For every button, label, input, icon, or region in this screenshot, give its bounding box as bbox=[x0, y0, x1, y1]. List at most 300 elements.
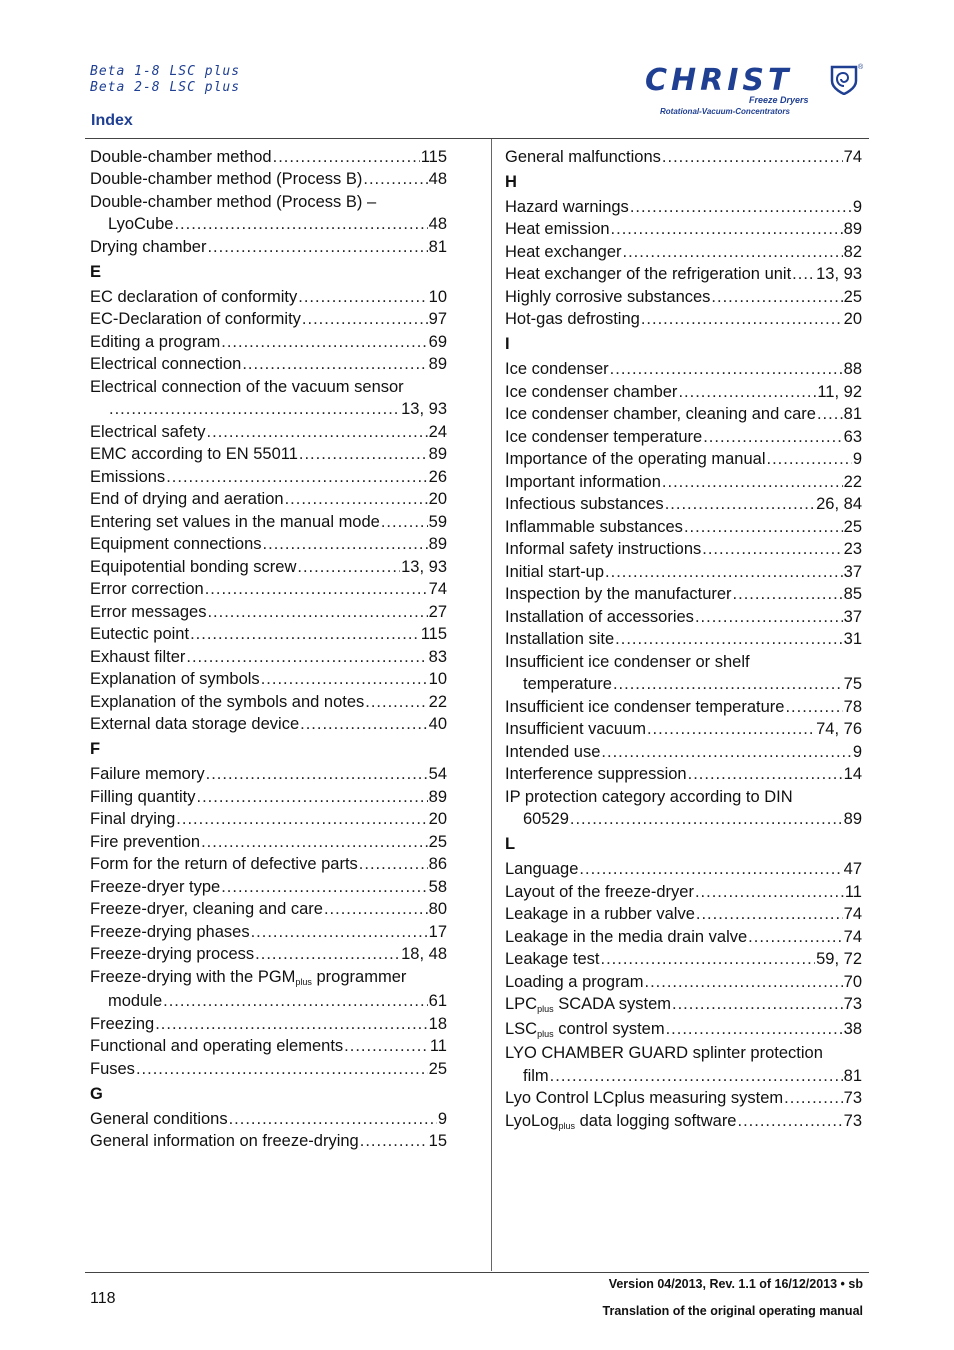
entry-term: Heat exchanger bbox=[505, 242, 622, 261]
entry-term-main: LSC bbox=[505, 1019, 538, 1038]
entry-term: General malfunctions bbox=[505, 147, 661, 166]
entry-page-ref[interactable]: 83 bbox=[428, 647, 447, 666]
entry-term: Equipment connections bbox=[90, 535, 262, 553]
entry-page-ref[interactable]: 20 bbox=[843, 310, 862, 328]
entry-page-ref[interactable]: 61 bbox=[428, 992, 447, 1010]
index-entry bbox=[90, 669, 447, 689]
entry-term: 60529 bbox=[523, 810, 569, 828]
index-entry bbox=[505, 309, 862, 329]
index-entry bbox=[90, 854, 447, 874]
entry-page-ref[interactable]: 11 bbox=[844, 882, 862, 901]
dot-leader bbox=[251, 922, 428, 942]
entry-term: IP protection category according to DIN bbox=[505, 787, 793, 806]
dot-leader bbox=[666, 1019, 843, 1039]
index-column-left bbox=[90, 144, 447, 1154]
entry-term: Emissions bbox=[90, 467, 166, 486]
dot-leader bbox=[792, 264, 815, 284]
entry-page-ref[interactable]: 26, 84 bbox=[816, 495, 862, 513]
index-entry bbox=[505, 607, 862, 627]
entry-page-ref[interactable]: 27 bbox=[428, 602, 447, 621]
dot-leader bbox=[615, 629, 842, 649]
index-entry bbox=[505, 972, 862, 992]
index-entry bbox=[90, 169, 447, 189]
index-entry bbox=[90, 1036, 447, 1056]
entry-page-ref[interactable]: 38 bbox=[843, 1019, 862, 1038]
entry-page-ref[interactable]: 88 bbox=[843, 360, 862, 378]
entry-term-main: Freeze-drying with the PGM bbox=[90, 967, 296, 986]
index-entry bbox=[90, 1059, 447, 1079]
index-entry bbox=[505, 882, 862, 902]
index-entry bbox=[90, 444, 447, 464]
entry-term: EC declaration of conformity bbox=[90, 287, 298, 306]
entry-page-ref[interactable]: 63 bbox=[843, 427, 862, 446]
entry-page-ref[interactable]: 48 bbox=[428, 215, 447, 233]
entry-page-ref[interactable]: 25 bbox=[428, 1059, 447, 1078]
index-entry bbox=[505, 472, 862, 492]
entry-term: Error correction bbox=[90, 580, 204, 598]
entry-page-ref[interactable]: 9 bbox=[852, 742, 862, 761]
dot-leader bbox=[613, 674, 843, 694]
index-entry bbox=[505, 242, 862, 262]
entry-page-ref[interactable]: 10 bbox=[428, 287, 447, 306]
dot-leader bbox=[196, 787, 427, 807]
entry-term: Hazard warnings bbox=[505, 197, 629, 216]
index-entry-continuation bbox=[90, 214, 447, 234]
entry-term-rest: SCADA system bbox=[553, 995, 671, 1013]
entry-term: Informal safety instructions bbox=[505, 540, 702, 558]
entry-term bbox=[505, 1111, 737, 1133]
entry-page-ref[interactable]: 25 bbox=[843, 517, 862, 536]
logo-subtitle-concentrators: Rotational-Vacuum-Concentrators bbox=[660, 107, 790, 116]
entry-page-ref[interactable]: 74 bbox=[843, 147, 862, 166]
entry-term: End of drying and aeration bbox=[90, 490, 284, 508]
entry-term: Error messages bbox=[90, 602, 207, 621]
entry-page-ref[interactable]: 89 bbox=[428, 445, 447, 463]
entry-page-ref[interactable]: 20 bbox=[428, 490, 447, 508]
entry-term: LyoCube bbox=[108, 215, 174, 233]
dot-leader bbox=[273, 147, 420, 167]
dot-leader bbox=[166, 467, 427, 487]
entry-term: Freeze-drying phases bbox=[90, 922, 250, 941]
entry-page-ref[interactable]: 18 bbox=[428, 1014, 447, 1033]
dot-leader bbox=[678, 382, 816, 402]
entry-term: Form for the return of defective parts bbox=[90, 855, 358, 873]
entry-page-ref[interactable]: 25 bbox=[843, 287, 862, 306]
entry-term: temperature bbox=[523, 675, 612, 693]
entry-page-ref[interactable]: 73 bbox=[843, 1089, 862, 1107]
christ-emblem-icon bbox=[829, 65, 859, 100]
entry-term: Functional and operating elements bbox=[90, 1037, 344, 1055]
dot-leader bbox=[300, 714, 428, 734]
header-rule bbox=[85, 138, 869, 139]
dot-leader bbox=[702, 539, 842, 559]
entry-term: Heat exchanger of the refrigeration unit bbox=[505, 265, 792, 283]
index-entry bbox=[505, 927, 862, 947]
entry-page-ref[interactable]: 22 bbox=[428, 692, 447, 711]
index-entry bbox=[90, 714, 447, 734]
dot-leader bbox=[711, 287, 842, 307]
index-entry bbox=[90, 602, 447, 622]
entry-page-ref[interactable]: 13, 93 bbox=[401, 400, 447, 418]
entry-term: Ice condenser bbox=[505, 360, 609, 378]
dot-leader bbox=[109, 399, 400, 419]
entry-page-ref[interactable]: 13, 93 bbox=[401, 557, 447, 576]
entry-term: Insufficient ice condenser temperature bbox=[505, 697, 785, 716]
entry-page-ref[interactable]: 10 bbox=[428, 670, 447, 688]
entry-term: Freeze-dryer, cleaning and care bbox=[90, 900, 323, 918]
index-entry bbox=[90, 309, 447, 329]
dot-leader bbox=[136, 1059, 428, 1079]
entry-term: General information on freeze-drying bbox=[90, 1132, 359, 1150]
entry-page-ref[interactable]: 37 bbox=[843, 562, 862, 581]
index-entry bbox=[505, 517, 862, 537]
entry-page-ref[interactable]: 18, 48 bbox=[401, 945, 447, 963]
version-info: Version 04/2013, Rev. 1.1 of 16/12/2013 • sb bbox=[608, 1277, 863, 1291]
dot-leader bbox=[550, 1066, 843, 1086]
entry-term: Important information bbox=[505, 472, 661, 491]
entry-page-ref[interactable]: 40 bbox=[428, 715, 447, 733]
dot-leader bbox=[695, 607, 843, 627]
index-entry bbox=[90, 809, 447, 829]
index-column-right bbox=[505, 144, 862, 1135]
entry-page-ref[interactable]: 73 bbox=[843, 995, 862, 1013]
index-entry bbox=[505, 427, 862, 447]
index-entry-continuation bbox=[90, 991, 447, 1011]
dot-leader bbox=[285, 489, 428, 509]
entry-term: Freezing bbox=[90, 1014, 155, 1033]
dot-leader bbox=[748, 927, 842, 947]
entry-term: Final drying bbox=[90, 810, 176, 828]
dot-leader bbox=[605, 562, 843, 582]
entry-term: module bbox=[108, 992, 163, 1010]
entry-term: General conditions bbox=[90, 1109, 228, 1128]
index-entry bbox=[90, 237, 447, 257]
entry-term: Initial start-up bbox=[505, 562, 605, 581]
index-entry bbox=[90, 332, 447, 352]
entry-page-ref[interactable]: 86 bbox=[428, 855, 447, 873]
entry-page-ref[interactable]: 89 bbox=[428, 787, 447, 806]
entry-term: Exhaust filter bbox=[90, 647, 186, 666]
entry-page-ref[interactable]: 81 bbox=[428, 237, 447, 256]
entry-term: Leakage in a rubber valve bbox=[505, 905, 695, 923]
entry-term: Layout of the freeze-dryer bbox=[505, 882, 694, 901]
index-entry bbox=[90, 557, 447, 577]
entry-term-subscript: plus bbox=[295, 976, 312, 987]
dot-leader bbox=[365, 692, 427, 712]
index-letter-heading: G bbox=[90, 1084, 103, 1103]
model-line-1: Beta 1-8 LSC plus bbox=[90, 64, 241, 79]
dot-leader bbox=[207, 602, 427, 622]
entry-term: Loading a program bbox=[505, 972, 644, 991]
index-entry bbox=[90, 922, 447, 942]
entry-page-ref[interactable]: 9 bbox=[437, 1109, 447, 1128]
footer-rule bbox=[85, 1272, 869, 1273]
entry-term: Heat emission bbox=[505, 220, 610, 238]
entry-term: Leakage in the media drain valve bbox=[505, 927, 748, 946]
entry-page-ref[interactable]: 11, 92 bbox=[817, 382, 862, 401]
index-entry bbox=[505, 404, 862, 424]
dot-leader bbox=[207, 237, 427, 257]
entry-term: film bbox=[523, 1066, 549, 1085]
index-entry bbox=[505, 742, 862, 762]
entry-page-ref[interactable]: 47 bbox=[843, 860, 862, 878]
entry-page-ref[interactable]: 17 bbox=[428, 922, 447, 941]
dot-leader bbox=[662, 147, 843, 167]
entry-term bbox=[505, 1019, 665, 1041]
entry-term: Intended use bbox=[505, 742, 601, 761]
dot-leader bbox=[784, 1088, 842, 1108]
entry-term: Electrical safety bbox=[90, 422, 206, 441]
dot-leader bbox=[163, 991, 428, 1011]
model-line-2: Beta 2-8 LSC plus bbox=[90, 80, 241, 95]
dot-leader bbox=[665, 494, 815, 514]
entry-term bbox=[90, 968, 406, 986]
entry-term: Fire prevention bbox=[90, 832, 201, 851]
entry-page-ref[interactable]: 81 bbox=[843, 1066, 862, 1085]
entry-page-ref[interactable]: 115 bbox=[420, 625, 447, 643]
dot-leader bbox=[302, 309, 428, 329]
dot-leader bbox=[611, 219, 843, 239]
entry-term: Installation of accessories bbox=[505, 607, 694, 626]
entry-page-ref[interactable]: 89 bbox=[428, 535, 447, 553]
dot-leader bbox=[381, 512, 428, 532]
entry-page-ref[interactable]: 58 bbox=[428, 877, 447, 896]
entry-page-ref[interactable]: 15 bbox=[428, 1132, 447, 1150]
index-entry bbox=[505, 1111, 862, 1133]
index-entry bbox=[90, 422, 447, 442]
entry-term: Filling quantity bbox=[90, 787, 196, 806]
dot-leader bbox=[696, 904, 843, 924]
index-entry bbox=[505, 1088, 862, 1108]
dot-leader bbox=[645, 972, 843, 992]
entry-term: Electrical connection of the vacuum sensor bbox=[90, 377, 404, 396]
dot-leader bbox=[297, 557, 400, 577]
entry-page-ref[interactable]: 89 bbox=[843, 810, 862, 828]
entry-page-ref[interactable]: 73 bbox=[843, 1111, 862, 1130]
index-entry bbox=[90, 647, 447, 667]
index-entry bbox=[90, 877, 447, 897]
entry-term: Inflammable substances bbox=[505, 517, 683, 536]
column-divider bbox=[491, 139, 492, 1271]
model-names bbox=[90, 64, 240, 96]
index-entry-first-line bbox=[90, 192, 447, 212]
index-entry bbox=[505, 197, 862, 217]
entry-term: LYO CHAMBER GUARD splinter protection bbox=[505, 1044, 823, 1062]
index-entry bbox=[90, 624, 447, 644]
dot-leader bbox=[570, 809, 843, 829]
index-entry bbox=[505, 359, 862, 379]
dot-leader bbox=[201, 832, 428, 852]
index-entry bbox=[505, 859, 862, 879]
index-entry bbox=[90, 1109, 447, 1129]
entry-page-ref[interactable]: 22 bbox=[843, 472, 862, 491]
index-letter-heading: F bbox=[90, 740, 101, 758]
index-entry bbox=[505, 147, 862, 167]
entry-page-ref[interactable]: 81 bbox=[843, 405, 862, 423]
dot-leader bbox=[359, 854, 428, 874]
index-entry bbox=[505, 949, 862, 969]
entry-term: Highly corrosive substances bbox=[505, 287, 711, 306]
dot-leader bbox=[695, 882, 844, 902]
index-entry bbox=[90, 764, 447, 784]
registered-mark: ® bbox=[858, 64, 864, 71]
dot-leader bbox=[242, 354, 427, 374]
dot-leader bbox=[785, 697, 842, 717]
index-entry bbox=[505, 287, 862, 307]
index-entry bbox=[90, 467, 447, 487]
index-entry-first-line bbox=[505, 787, 862, 807]
entry-term: EC-Declaration of conformity bbox=[90, 310, 301, 328]
entry-page-ref[interactable]: 74, 76 bbox=[816, 720, 862, 738]
index-letter-heading: H bbox=[505, 172, 517, 191]
entry-page-ref[interactable]: 70 bbox=[843, 972, 862, 991]
entry-page-ref[interactable]: 78 bbox=[843, 697, 862, 716]
entry-term: Insufficient vacuum bbox=[505, 720, 646, 738]
dot-leader bbox=[647, 719, 815, 739]
entry-term: Equipotential bonding screw bbox=[90, 557, 297, 576]
entry-page-ref[interactable]: 9 bbox=[852, 450, 862, 468]
logo-wordmark: CHRIST bbox=[645, 63, 793, 98]
entry-page-ref[interactable]: 89 bbox=[428, 355, 447, 373]
entry-term: EMC according to EN 55011 bbox=[90, 445, 298, 463]
entry-page-ref[interactable]: 9 bbox=[852, 197, 862, 216]
entry-page-ref[interactable]: 69 bbox=[428, 332, 447, 351]
entry-term: Freeze-dryer type bbox=[90, 877, 221, 896]
index-entry bbox=[90, 1014, 447, 1034]
entry-term: Hot-gas defrosting bbox=[505, 310, 640, 328]
index-entry-first-line bbox=[505, 652, 862, 672]
dot-leader bbox=[206, 764, 428, 784]
dot-leader bbox=[176, 809, 427, 829]
entry-page-ref[interactable]: 37 bbox=[843, 607, 862, 626]
entry-page-ref[interactable]: 11 bbox=[429, 1037, 447, 1055]
index-entry-continuation bbox=[505, 1066, 862, 1086]
dot-leader bbox=[610, 359, 843, 379]
entry-page-ref[interactable]: 74 bbox=[428, 580, 447, 598]
logo-subtitle-freeze-dryers: Freeze Dryers bbox=[749, 95, 809, 105]
index-entry-continuation bbox=[90, 399, 447, 419]
index-entry-first-line bbox=[90, 967, 447, 989]
entry-term-rest: data logging software bbox=[575, 1111, 737, 1130]
index-letter-heading: E bbox=[90, 262, 102, 281]
entry-term: Ice condenser temperature bbox=[505, 427, 703, 446]
index-entry bbox=[505, 494, 862, 514]
entry-page-ref[interactable]: 89 bbox=[843, 220, 862, 238]
entry-page-ref[interactable]: 54 bbox=[428, 765, 447, 783]
entry-page-ref[interactable]: 23 bbox=[843, 540, 862, 558]
index-entry bbox=[90, 354, 447, 374]
entry-page-ref[interactable]: 85 bbox=[843, 585, 862, 603]
dot-leader bbox=[363, 169, 427, 189]
dot-leader bbox=[579, 859, 842, 879]
entry-term: Double-chamber method (Process B) bbox=[90, 170, 363, 188]
entry-term-subscript: plus bbox=[537, 1028, 554, 1039]
entry-page-ref[interactable]: 97 bbox=[428, 310, 447, 328]
index-entry bbox=[90, 147, 447, 167]
entry-page-ref[interactable]: 115 bbox=[420, 147, 447, 166]
index-entry bbox=[505, 584, 862, 604]
index-entry bbox=[90, 512, 447, 532]
dot-leader bbox=[299, 444, 428, 464]
dot-leader bbox=[186, 647, 427, 667]
index-entry bbox=[90, 692, 447, 712]
entry-term: Double-chamber method (Process B) – bbox=[90, 192, 377, 211]
entry-term-main: LPC bbox=[505, 995, 538, 1013]
dot-leader bbox=[255, 944, 400, 964]
index-entry bbox=[505, 719, 862, 739]
index-entry bbox=[505, 697, 862, 717]
entry-page-ref[interactable]: 59, 72 bbox=[816, 950, 862, 968]
index-entry-first-line bbox=[505, 1043, 862, 1063]
dot-leader bbox=[672, 994, 843, 1014]
entry-term: Leakage test bbox=[505, 950, 600, 968]
index-entry bbox=[90, 534, 447, 554]
entry-term: Eutectic point bbox=[90, 625, 190, 643]
index-entry bbox=[505, 562, 862, 582]
entry-page-ref[interactable]: 26 bbox=[428, 467, 447, 486]
entry-term: Language bbox=[505, 860, 579, 878]
entry-page-ref[interactable]: 25 bbox=[428, 832, 447, 851]
dot-leader bbox=[817, 404, 843, 424]
entry-term-main: LyoLog bbox=[505, 1111, 559, 1130]
entry-page-ref[interactable]: 82 bbox=[843, 242, 862, 261]
entry-term: Fuses bbox=[90, 1059, 135, 1078]
entry-term: Infectious substances bbox=[505, 495, 664, 513]
entry-page-ref[interactable]: 74 bbox=[843, 905, 862, 923]
dot-leader bbox=[601, 742, 851, 762]
entry-term bbox=[505, 994, 671, 1016]
entry-page-ref[interactable]: 31 bbox=[843, 630, 862, 648]
entry-term: External data storage device bbox=[90, 715, 300, 733]
index-entry-continuation bbox=[505, 674, 862, 694]
entry-page-ref[interactable]: 24 bbox=[428, 422, 447, 441]
entry-page-ref[interactable]: 48 bbox=[428, 170, 447, 188]
entry-page-ref[interactable]: 20 bbox=[428, 810, 447, 828]
index-letter-heading: L bbox=[505, 835, 516, 853]
dot-leader bbox=[324, 899, 428, 919]
entry-page-ref[interactable]: 74 bbox=[843, 927, 862, 946]
dot-leader bbox=[684, 517, 843, 537]
index-entry bbox=[505, 994, 862, 1016]
index-entry bbox=[505, 904, 862, 924]
entry-page-ref[interactable]: 75 bbox=[843, 675, 862, 693]
entry-term: Double-chamber method bbox=[90, 147, 272, 166]
translation-note: Translation of the original operating manual bbox=[602, 1304, 863, 1318]
dot-leader bbox=[641, 309, 843, 329]
entry-page-ref[interactable]: 59 bbox=[428, 512, 447, 531]
index-entry bbox=[505, 264, 862, 284]
entry-page-ref[interactable]: 14 bbox=[843, 765, 862, 783]
dot-leader bbox=[221, 332, 427, 352]
entry-page-ref[interactable]: 13, 93 bbox=[816, 265, 862, 283]
entry-term: Lyo Control LCplus measuring system bbox=[505, 1089, 784, 1107]
entry-page-ref[interactable]: 80 bbox=[428, 900, 447, 918]
dot-leader bbox=[733, 584, 843, 604]
entry-term: Explanation of symbols bbox=[90, 670, 260, 688]
entry-term: Explanation of the symbols and notes bbox=[90, 692, 365, 711]
dot-leader bbox=[190, 624, 420, 644]
entry-term: Editing a program bbox=[90, 332, 221, 351]
index-entry bbox=[90, 1131, 447, 1151]
index-entry bbox=[90, 489, 447, 509]
dot-leader bbox=[688, 764, 843, 784]
index-letter-heading: I bbox=[505, 335, 510, 353]
index-entry bbox=[90, 287, 447, 307]
entry-term: Electrical connection bbox=[90, 355, 242, 373]
entry-term: Insufficient ice condenser or shelf bbox=[505, 652, 750, 671]
dot-leader bbox=[174, 214, 427, 234]
christ-logo bbox=[640, 62, 870, 118]
